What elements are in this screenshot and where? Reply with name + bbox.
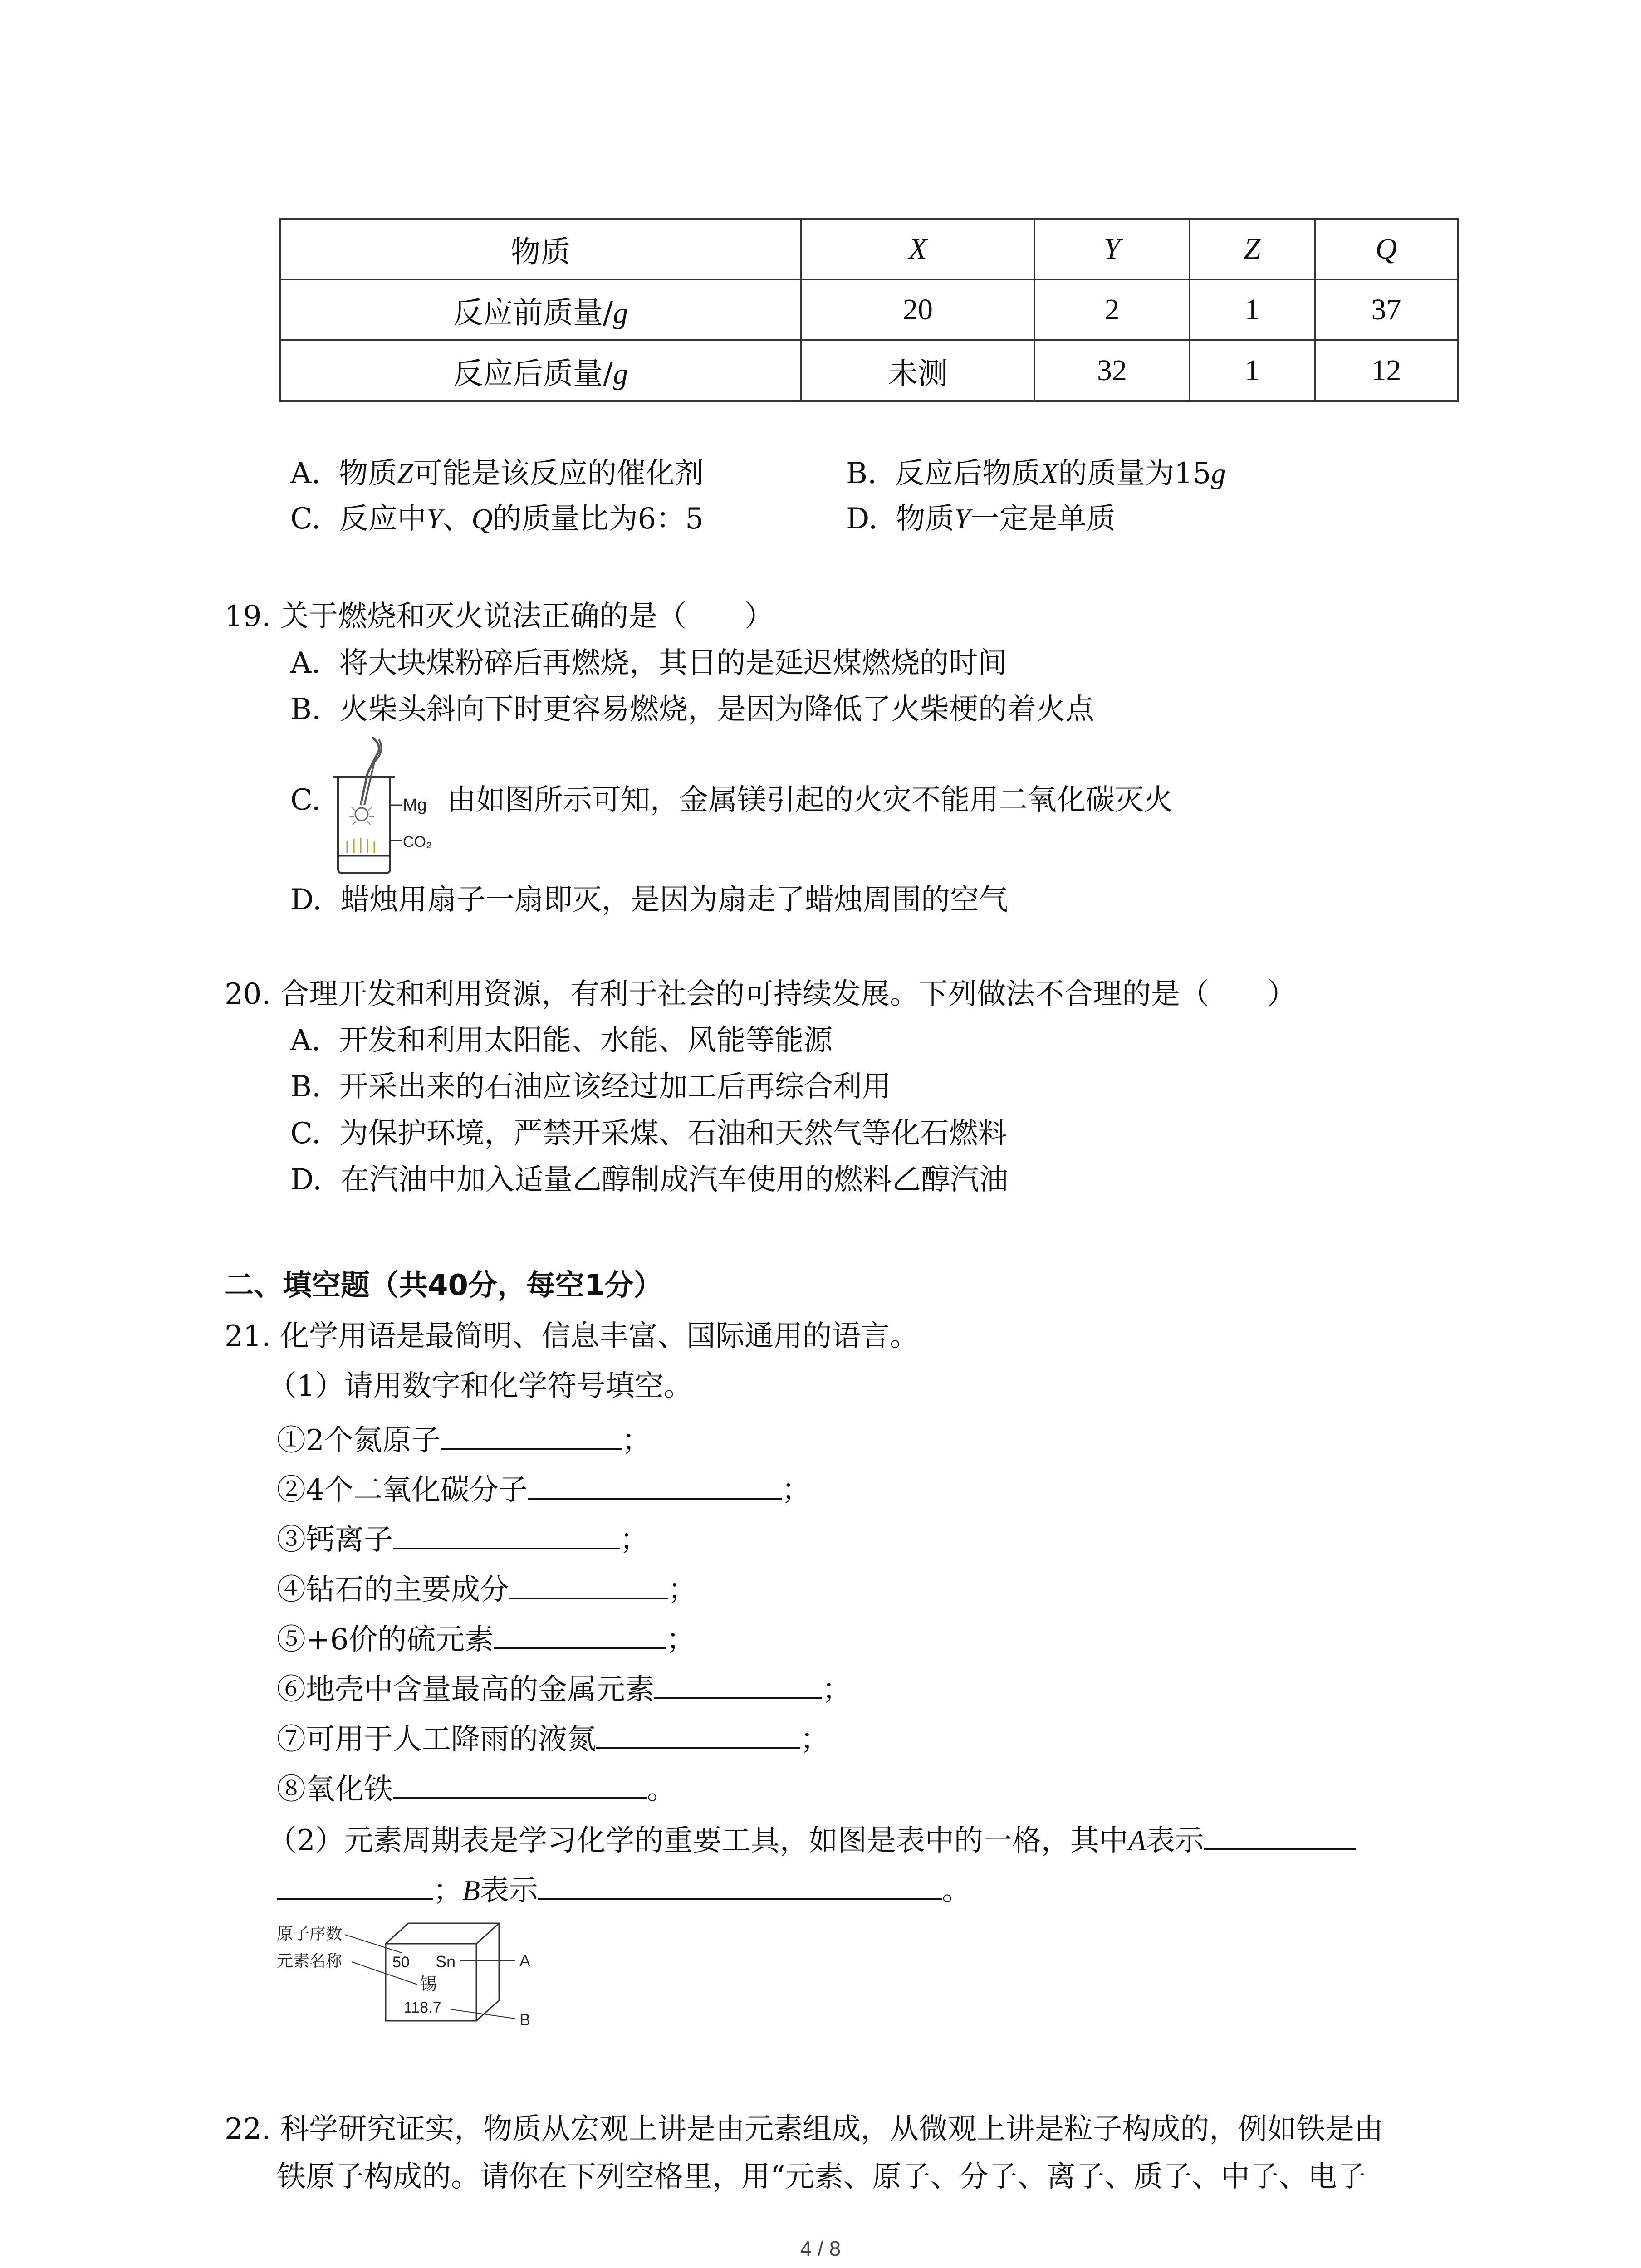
element-name: 锡 bbox=[420, 1975, 437, 1994]
answer-blank[interactable] bbox=[277, 1867, 433, 1900]
q21-item: ⑦可用于人工降雨的液氮 ； bbox=[277, 1716, 829, 1760]
table-cell: 未测 bbox=[801, 340, 1034, 401]
answer-blank[interactable] bbox=[441, 1417, 622, 1450]
answer-blank[interactable] bbox=[494, 1616, 666, 1649]
q18-option-c[interactable]: C. 反应中Y、Q的质量比为6：5 bbox=[290, 502, 704, 536]
row-label: 反应前质量/g bbox=[280, 279, 801, 340]
q19-option-b[interactable]: B. 火柴头斜向下时更容易燃烧，是因为降低了火柴梗的着火点 bbox=[290, 693, 1095, 726]
answer-blank[interactable] bbox=[654, 1666, 822, 1699]
mg-label: Mg bbox=[403, 796, 427, 815]
q21-item: ⑧氧化铁 。 bbox=[277, 1765, 676, 1809]
q19-option-d[interactable]: D. 蜡烛用扇子一扇即灭，是因为扇走了蜡烛周围的空气 bbox=[290, 883, 1009, 917]
q19-stem: 19. 关于燃烧和灭火说法正确的是（ ） bbox=[225, 600, 774, 633]
table-header-cell: Y bbox=[1034, 219, 1190, 279]
co2-label: CO₂ bbox=[403, 833, 432, 850]
table-cell: 20 bbox=[801, 279, 1034, 340]
answer-blank[interactable] bbox=[1204, 1817, 1356, 1850]
q21-item: ①2个氮原子 ； bbox=[277, 1417, 651, 1461]
q21-sub1: （1）请用数字和化学符号填空。 bbox=[268, 1369, 693, 1403]
table-header-cell: X bbox=[801, 219, 1034, 279]
atomic-mass: 118.7 bbox=[404, 1999, 441, 2016]
row-label: 反应后质量/g bbox=[280, 340, 801, 401]
q19-option-a[interactable]: A. 将大块煤粉碎后再燃烧，其目的是延迟煤燃烧的时间 bbox=[290, 646, 1007, 680]
mg-co2-figure bbox=[329, 737, 451, 887]
answer-blank[interactable] bbox=[393, 1765, 647, 1799]
q21-item: ⑤+6价的硫元素 ； bbox=[277, 1616, 695, 1660]
answer-blank[interactable] bbox=[509, 1566, 668, 1599]
q18-option-b[interactable]: B. 反应后物质X的质量为15g bbox=[846, 457, 1226, 490]
table-row bbox=[280, 340, 1458, 401]
label-atomic-number: 原子序数 bbox=[277, 1924, 343, 1943]
table-cell: 2 bbox=[1034, 279, 1190, 340]
q20-option-c[interactable]: C. 为保护环境，严禁开采煤、石油和天然气等化石燃料 bbox=[290, 1117, 1007, 1150]
answer-blank[interactable] bbox=[393, 1516, 620, 1549]
page-number: 4 / 8 bbox=[800, 2237, 841, 2260]
table-header-row bbox=[280, 219, 1458, 279]
q19-option-c-text: 由如图所示可知，金属镁引起的火灾不能用二氧化碳灭火 bbox=[447, 783, 1173, 817]
table-cell: 12 bbox=[1315, 340, 1458, 401]
q20-option-b[interactable]: B. 开采出来的石油应该经过加工后再综合利用 bbox=[290, 1070, 892, 1104]
answer-blank[interactable] bbox=[596, 1716, 800, 1749]
q19-option-c[interactable]: C. bbox=[290, 783, 321, 817]
element-symbol: Sn bbox=[436, 1952, 456, 1971]
table-cell: 1 bbox=[1190, 340, 1315, 401]
section-title: 二、填空题（共40分，每空1分） bbox=[225, 1269, 663, 1302]
q18-option-d[interactable]: D. 物质Y一定是单质 bbox=[846, 502, 1116, 536]
q22-line1: 22. 科学研究证实，物质从宏观上讲是由元素组成，从微观上讲是粒子构成的，例如铁是由 bbox=[225, 2112, 1384, 2146]
q22-line2: 铁原子构成的。请你在下列空格里，用“元素、原子、分子、离子、质子、中子、电子 bbox=[277, 2160, 1366, 2194]
pointer-a-label: A bbox=[519, 1951, 531, 1970]
table-cell: 1 bbox=[1190, 279, 1315, 340]
q21-item: ⑥地壳中含量最高的金属元素 ； bbox=[277, 1666, 851, 1710]
q21-item: ②4个二氧化碳分子 ； bbox=[277, 1466, 811, 1510]
table-cell: 37 bbox=[1315, 279, 1458, 340]
q20-option-a[interactable]: A. 开发和利用太阳能、水能、风能等能源 bbox=[290, 1024, 833, 1057]
pointer-b-label: B bbox=[519, 2010, 531, 2029]
q18-option-a[interactable]: A. 物质Z可能是该反应的催化剂 bbox=[290, 457, 704, 490]
table-header-cell: 物质 bbox=[280, 219, 801, 279]
table-header-cell: Z bbox=[1190, 219, 1315, 279]
table-row bbox=[280, 279, 1458, 340]
q20-option-d[interactable]: D. 在汽油中加入适量乙醇制成汽车使用的燃料乙醇汽油 bbox=[290, 1163, 1009, 1197]
answer-blank[interactable] bbox=[538, 1867, 942, 1900]
table-header-cell: Q bbox=[1315, 219, 1458, 279]
periodic-cell-figure bbox=[277, 1916, 549, 2030]
label-element-name: 元素名称 bbox=[277, 1951, 343, 1970]
q21-sub2-line1: （2）元素周期表是学习化学的重要工具，如图是表中的一格，其中A表示 bbox=[268, 1817, 1356, 1861]
q21-stem: 21. 化学用语是最简明、信息丰富、国际通用的语言。 bbox=[225, 1320, 919, 1353]
answer-blank[interactable] bbox=[528, 1466, 782, 1500]
q21-sub2-line2: ；B表示 。 bbox=[277, 1867, 971, 1911]
table-cell: 32 bbox=[1034, 340, 1190, 401]
mass-table bbox=[279, 218, 1459, 402]
q20-stem: 20. 合理开发和利用资源，有利于社会的可持续发展。下列做法不合理的是（ ） bbox=[225, 978, 1297, 1011]
atomic-number: 50 bbox=[392, 1954, 410, 1971]
q21-item: ④钻石的主要成分 ； bbox=[277, 1566, 697, 1610]
q21-item: ③钙离子 ； bbox=[277, 1516, 649, 1560]
